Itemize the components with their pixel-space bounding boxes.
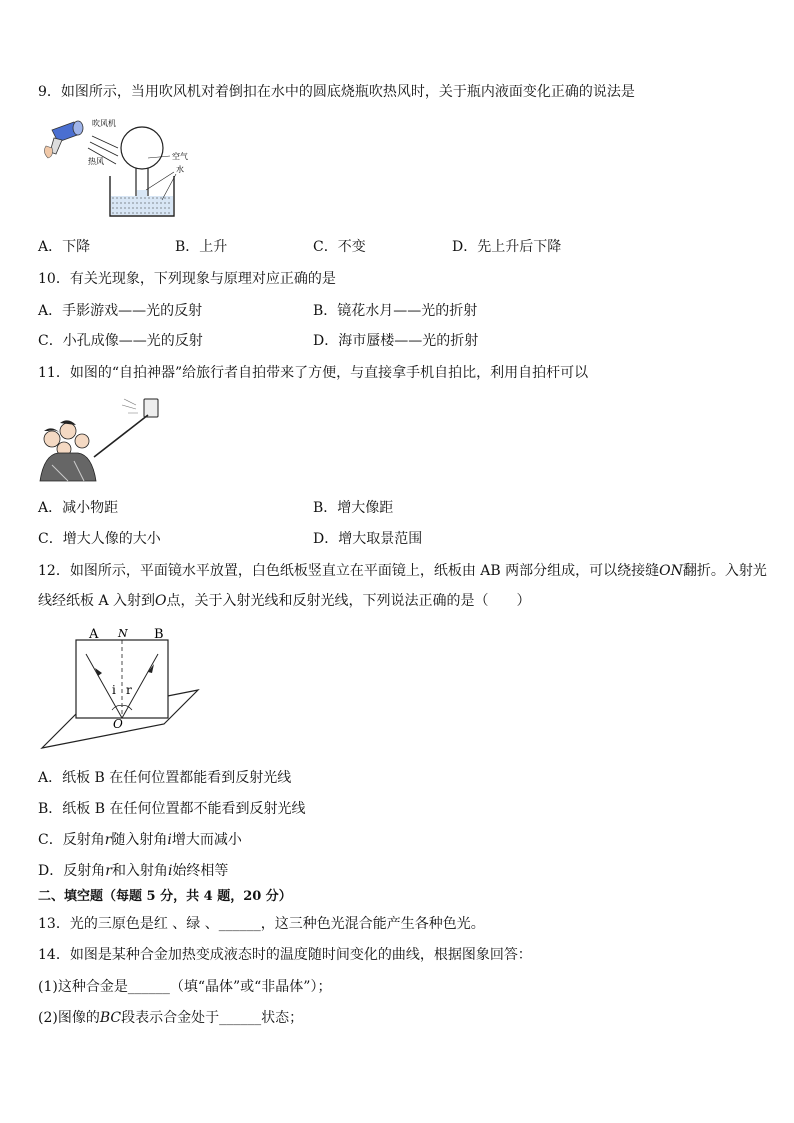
- q12-mirror-figure: [40, 624, 202, 752]
- q10-option-d[interactable]: D．海市蜃楼——光的折射: [313, 333, 479, 349]
- label-o: O: [113, 717, 123, 731]
- q10-stem: 10．有关光现象，下列现象与原理对应正确的是: [38, 271, 336, 287]
- q9-option-b[interactable]: B．上升: [175, 239, 228, 255]
- label-b: B: [154, 627, 164, 642]
- q11-stem: 11．如图的“自拍神器”给旅行者自拍带来了方便，与直接拿手机自拍比，利用自拍杆可以: [38, 365, 589, 381]
- label-a: A: [89, 627, 99, 642]
- q9-option-c[interactable]: C．不变: [313, 239, 366, 255]
- q12-stem-line1: 12．如图所示，平面镜水平放置，白色纸板竖直立在平面镜上，纸板由 AB 两部分组成，可以绕接缝ON翻折。入射光: [38, 563, 767, 579]
- q11-option-d[interactable]: D．增大取景范围: [313, 531, 423, 547]
- label-hot-air: 热风: [88, 157, 104, 166]
- q9-stem: 9．如图所示，当用吹风机对着倒扣在水中的圆底烧瓶吹热风时，关于瓶内液面变化正确的说法是: [38, 84, 635, 100]
- label-n: N: [118, 627, 128, 640]
- q10-option-b[interactable]: B．镜花水月——光的折射: [313, 303, 478, 319]
- q12-option-a[interactable]: A．纸板 B 在任何位置都能看到反射光线: [38, 770, 292, 786]
- q10-option-c[interactable]: C．小孔成像——光的反射: [38, 333, 203, 349]
- q12-option-b[interactable]: B．纸板 B 在任何位置都不能看到反射光线: [38, 801, 306, 817]
- hair-dryer-icon: [44, 121, 83, 158]
- q14-stem: 14．如图是某种合金加热变成液态时的温度随时间变化的曲线，根据图象回答：: [38, 947, 532, 963]
- selfie-stick-illustration: [40, 399, 158, 481]
- q13-stem: 13．光的三原色是红 、绿 、______，这三种色光混合能产生各种色光。: [38, 916, 485, 932]
- q14-sub2: (2)图像的BC段表示合金处于______状态；: [38, 1010, 304, 1026]
- q11-selfie-figure: [38, 395, 164, 483]
- label-water: 水: [176, 165, 184, 174]
- q14-sub1: (1)这种合金是______（填“晶体”或“非晶体”）；: [38, 979, 332, 995]
- label-dryer: 吹风机: [92, 119, 116, 128]
- q9-figure: [40, 112, 200, 224]
- section-heading-fill-in: 二、填空题（每题 5 分，共 4 题，20 分）: [38, 889, 292, 904]
- q9-option-a[interactable]: A．下降: [38, 239, 91, 255]
- q12-option-d[interactable]: D．反射角r和入射角i始终相等: [38, 863, 229, 879]
- q10-option-a[interactable]: A．手影游戏——光的反射: [38, 303, 203, 319]
- q12-stem-line2: 线经纸板 A 入射到O点，关于入射光线和反射光线，下列说法正确的是（ ）: [38, 593, 531, 609]
- q11-option-c[interactable]: C．增大人像的大小: [38, 531, 161, 547]
- q9-option-d[interactable]: D．先上升后下降: [452, 239, 562, 255]
- label-air: 空气: [172, 152, 188, 161]
- label-r: r: [126, 683, 132, 697]
- label-i: i: [112, 683, 116, 697]
- q12-option-c[interactable]: C．反射角r随入射角i增大而减小: [38, 832, 242, 848]
- q11-option-b[interactable]: B．增大像距: [313, 500, 394, 516]
- q11-option-a[interactable]: A．减小物距: [38, 500, 119, 516]
